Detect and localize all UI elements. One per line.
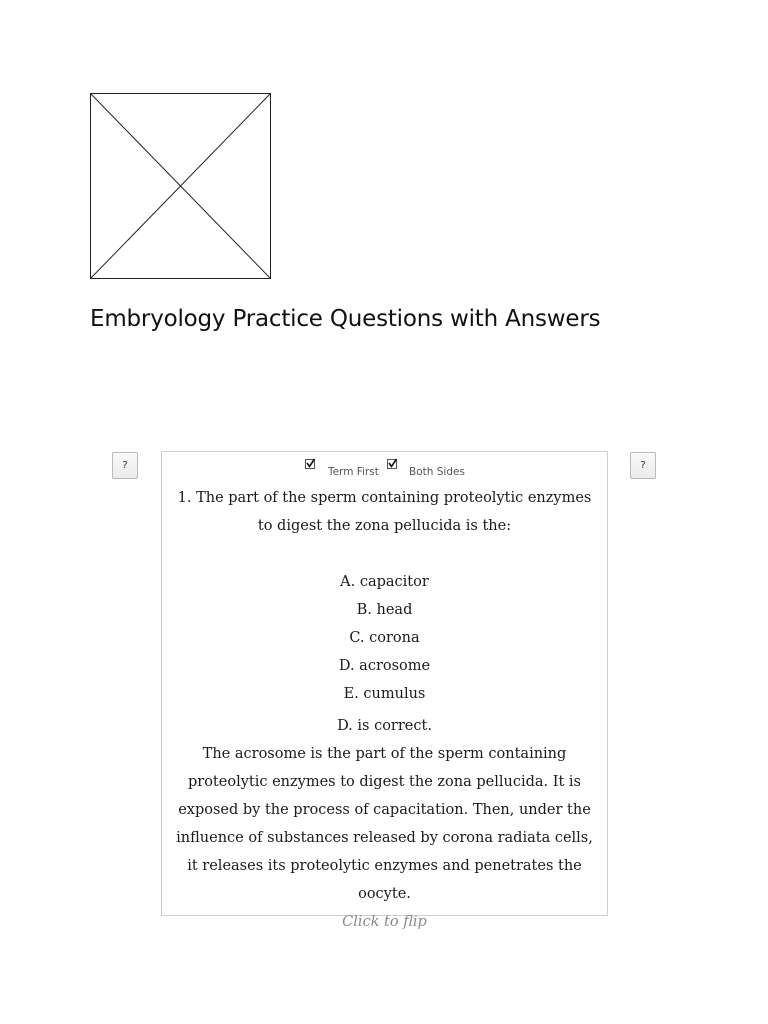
checkmark-icon — [387, 458, 398, 469]
page-title: Embryology Practice Questions with Answers — [90, 306, 601, 332]
checkmark-icon — [305, 458, 316, 469]
answer-choice: B. head — [356, 602, 413, 618]
spacer — [162, 540, 607, 568]
both-sides-checkbox[interactable] — [387, 459, 397, 469]
answer-choice: E. cumulus — [343, 686, 426, 702]
card-options — [162, 452, 607, 482]
click-to-flip-hint[interactable]: Click to flip — [342, 914, 427, 930]
answer-choice: D. acrosome — [338, 658, 431, 674]
next-card-button[interactable]: ? — [630, 452, 656, 479]
answer-choice: C. corona — [349, 630, 420, 646]
previous-card-button[interactable]: ? — [112, 452, 138, 479]
answer-choice: A. capacitor — [340, 574, 429, 590]
question-text: 1. The part of the sperm containing proteolytic enzymes to digest the zona pellucida is the: — [177, 490, 592, 534]
flashcard[interactable] — [161, 451, 608, 930]
answer-choices — [162, 568, 607, 708]
broken-image-placeholder — [90, 93, 271, 279]
both-sides-label: Both Sides — [409, 466, 465, 478]
correct-answer: D. is correct. — [337, 718, 432, 734]
image-placeholder-icon — [91, 94, 270, 278]
term-first-checkbox[interactable] — [305, 459, 315, 469]
answer-explanation: The acrosome is the part of the sperm containing proteolytic enzymes to digest the zona pellucida. It is exposed by the process of capacitation. Then, under the influence of substances released by corona radiata cells, it releases its proteolytic enzymes and penetrates the oocyte. — [176, 746, 593, 902]
term-first-label: Term First — [328, 466, 379, 478]
